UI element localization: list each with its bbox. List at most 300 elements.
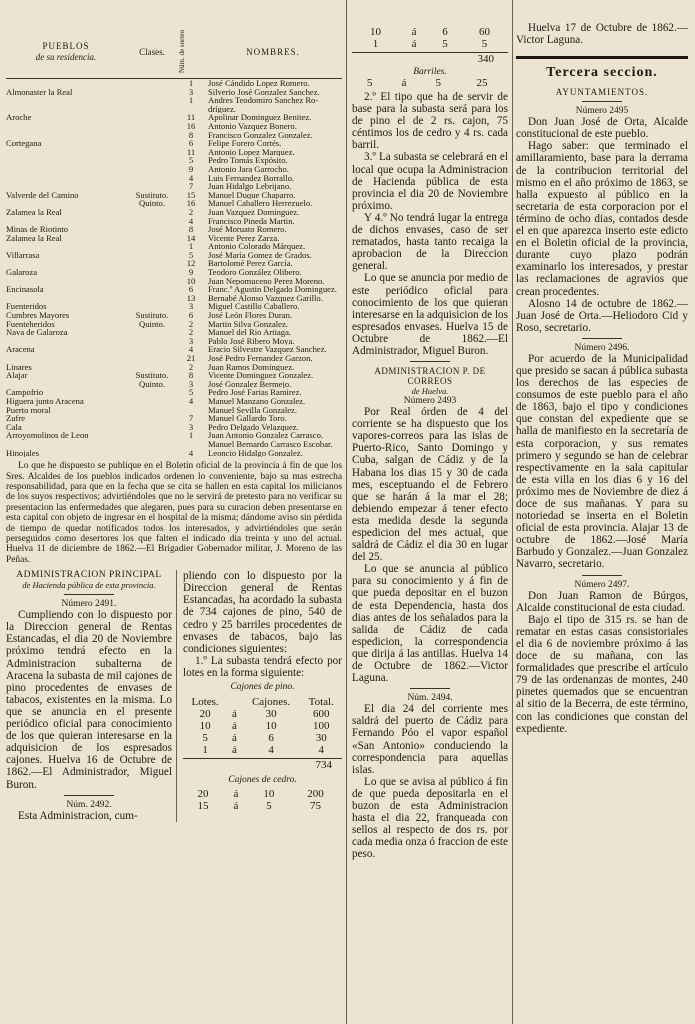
- lot-cell: 5: [442, 38, 448, 50]
- register-lot-number: 1: [188, 431, 194, 440]
- register-row: [6, 225, 342, 234]
- register-name: Vicente Dominguez Gonzalez.: [208, 371, 314, 380]
- register-town: [6, 105, 126, 114]
- register-lot-number: 4: [188, 396, 194, 406]
- register-class: [126, 251, 178, 260]
- register-lot-number: 8: [188, 225, 194, 234]
- register-class: [126, 225, 178, 234]
- register-row: [6, 174, 342, 183]
- register-row: [6, 388, 342, 397]
- register-name: Manuel Duque Chaparro.: [208, 190, 296, 200]
- register-name: José Moruato Romero.: [208, 225, 287, 234]
- register-class: Quinto.: [138, 379, 166, 389]
- notice-2493-closing: Lo que se anuncia al público para su conocimiento y á fin de que pueda depositar en el buzon de esta Dependencia, hasta dos dias antes de los señalados para la salida de Cádiz de cada espedicion, la correspondencia que dirija á las antillas. Huelva 14 de Octubre de 1862.—Victor Laguna.: [352, 563, 508, 685]
- register-town: [6, 277, 126, 286]
- register-name: Pedro Delgado Velazquez.: [208, 422, 299, 432]
- register-lot-number: 4: [188, 173, 194, 183]
- register-lot-number: 3: [188, 302, 194, 312]
- register-lot-number: 3: [188, 336, 194, 346]
- divider: [410, 688, 450, 689]
- pino-title: Cajones de pino.: [230, 682, 295, 693]
- register-class: [126, 363, 178, 372]
- register-name: Bartolomé Perez García.: [208, 259, 293, 269]
- register-name: José León Flores Duran.: [208, 311, 293, 320]
- register-town: Valverde del Camino: [6, 190, 79, 200]
- register-lot-number: 15: [186, 190, 196, 200]
- cedro-lots-table: [183, 788, 342, 812]
- register-row: [6, 139, 342, 148]
- register-row: [6, 320, 342, 329]
- register-name: Juan Ramos Dominguez.: [208, 362, 295, 372]
- register-row: [6, 199, 342, 208]
- notice-2496-text: Por acuerdo de la Municipalidad que presido se sacan á pública subasta los derechos de las especies de consumos de este pueblo para el año de 1863, bajo el tipo y condiciones que constan del expediente que se halla de manifiesto en la secretaría de esta corporacion, y sus remates primero y segundo se han de celebrar respectivamente en la sala capitular de esta villa en los dias 6 y 16 del próximo mes de Noviembre de diez á doce de sus mañanas. Y para su notoriedad se inserta en el Boletin oficial de esta provincia. Alajar 13 de octubre de 1862.—José María Barbudo y Gonzalez.—Juan Gonzalez Navarro, secretario.: [516, 352, 688, 571]
- register-table-header: [6, 26, 342, 79]
- lot-cell: 5: [266, 800, 272, 813]
- register-row: [6, 105, 342, 114]
- register-row: [6, 380, 342, 389]
- register-class: [126, 294, 178, 303]
- notice-number-2497: Número 2497.: [574, 579, 630, 590]
- lot-cell: 1: [372, 38, 379, 50]
- notice-2497-text: Bajo el tipo de 315 rs. se han de rematar en estas casas consistoriales el dia 6 de noviembre próximo á las doce de su mañana, con las formalidades que prescribe el artículo 79 de las ordenanzas de montes, 240 pinetes quemados que se encuentran al sitio de la Becerra, de este término, con las condiciones que constan del expediente.: [516, 613, 688, 735]
- register-town: [6, 165, 126, 174]
- register-name: Miguel Castillo Caballero.: [208, 302, 300, 312]
- divider: [582, 575, 622, 576]
- register-name: José María Gomez de Grados.: [208, 250, 312, 260]
- lot-cell: á: [231, 732, 237, 745]
- register-name: Teodoro González Olibero.: [208, 268, 302, 277]
- register-class: [126, 431, 178, 440]
- register-class: [126, 208, 178, 217]
- register-lot-number: 16: [186, 121, 196, 131]
- register-town: [6, 380, 126, 389]
- cajones-header: Cajones.: [251, 696, 291, 709]
- lot-cell: 20: [199, 708, 211, 721]
- notice-2492-closing: Lo que se anuncia por medio de este periódico oficial para conocimiento de los que quieran interesarse en la adquisicion de los espresados envases. Huelva 15 de Octubre de 1862.—El Administrador, Miguel Buron.: [352, 272, 508, 357]
- cedro-lots-continued: [352, 26, 508, 50]
- register-lot-number: 6: [188, 285, 194, 294]
- lot-row: [183, 800, 342, 812]
- register-lot-number: 1: [188, 96, 194, 105]
- divider: [410, 361, 450, 362]
- column-rule-1: [346, 0, 347, 1024]
- register-town: Aracena: [6, 345, 35, 354]
- lot-cell: 15: [197, 800, 209, 813]
- register-town: Aroche: [6, 113, 32, 122]
- column-middle: [352, 0, 508, 860]
- notice-2495-heading: Don Juan José de Orta, Alcalde constitucional de este pueblo.: [516, 116, 688, 141]
- register-class: [126, 449, 178, 458]
- signature-laguna: Huelva 17 de Octubre de 1862.—Victor Laguna.: [516, 22, 688, 47]
- register-name: Pedro José Farias Ramirez.: [208, 388, 302, 397]
- notice-number-2494: Núm. 2494.: [407, 693, 453, 704]
- lot-row: [183, 788, 342, 800]
- register-town: [6, 259, 126, 268]
- register-row: [6, 345, 342, 354]
- register-name: Vicente Perez Zarza.: [208, 233, 280, 243]
- register-town: Minas de Riotinto: [6, 225, 69, 234]
- column-left: [6, 0, 342, 822]
- register-lot-number: 1: [188, 79, 194, 88]
- register-class: [126, 113, 178, 122]
- register-name: Francisco Pineda Martin.: [208, 216, 295, 226]
- pino-lots-table: [183, 696, 342, 756]
- register-row: [6, 406, 342, 415]
- register-town: [6, 440, 126, 449]
- lot-cell: 10: [370, 26, 381, 38]
- lots-header: Lotes.: [191, 696, 219, 709]
- register-row: [6, 165, 342, 174]
- register-lot-number: 21: [186, 354, 196, 363]
- register-name: Manuel Manzano Gonzalez.: [208, 396, 306, 406]
- register-town: [6, 148, 126, 157]
- register-lot-number: 2: [188, 328, 194, 337]
- lot-cell: á: [231, 708, 237, 721]
- register-row: [6, 397, 342, 406]
- correos-title: ADMINISTRACION P. DE CORREOS: [374, 366, 486, 387]
- lot-cell: á: [233, 800, 239, 813]
- register-lot-number: 11: [186, 147, 196, 157]
- register-class: [126, 165, 178, 174]
- notice-number-2492: Núm. 2492.: [66, 799, 112, 810]
- register-class: [126, 414, 178, 423]
- register-name: José Gonzalez Bermejo.: [208, 379, 292, 389]
- register-town: [6, 182, 126, 191]
- register-town: Fuenteridos: [6, 302, 47, 312]
- register-town: [6, 96, 126, 105]
- register-lot-number: 6: [188, 311, 194, 320]
- correos-subtitle: de Huelva.: [411, 386, 449, 397]
- lot-row: [352, 38, 508, 50]
- register-town: Zalamea la Real: [6, 207, 62, 217]
- lot-cell: 5: [366, 77, 373, 89]
- lot-cell: 5: [435, 77, 441, 89]
- register-row: [6, 414, 342, 423]
- register-town: Cala: [6, 422, 22, 432]
- register-row: [6, 449, 342, 458]
- register-row: [6, 208, 342, 217]
- lot-row: [183, 708, 342, 720]
- register-row: [6, 440, 342, 449]
- register-row: [6, 148, 342, 157]
- lot-cell: 10: [265, 720, 277, 733]
- register-row: [6, 363, 342, 372]
- register-town: Cumbres Mayores: [6, 311, 70, 320]
- register-name: Juan Nepomuceno Perez Moreno.: [208, 276, 325, 286]
- register-lot-number: 16: [186, 199, 196, 208]
- register-class: [126, 345, 178, 354]
- register-name: Antonio Jara Garrocho.: [208, 164, 289, 174]
- total-header: Total.: [308, 696, 334, 709]
- ayuntamientos-heading: AYUNTAMIENTOS.: [555, 87, 649, 98]
- register-class: [126, 156, 178, 165]
- divider: [582, 338, 622, 339]
- register-row: [6, 285, 342, 294]
- register-class: Sustituto.: [135, 311, 169, 320]
- register-town: Villarrasa: [6, 250, 40, 260]
- register-class: [126, 96, 178, 105]
- notice-number-2491: Número 2491.: [61, 599, 117, 610]
- register-name: Antonio Lopez Marquez.: [208, 147, 295, 157]
- register-town: Fuenteheridos: [6, 319, 55, 329]
- register-town: [6, 294, 126, 303]
- notice-2494-text: El dia 24 del corriente mes saldrá del puerto de Cádiz para Fernando Póo el vapor español «San Antonio» conduciendo la correspondencia para aquellas islas.: [352, 703, 508, 776]
- register-town: Linares: [6, 362, 32, 372]
- register-lot-number: 11: [186, 113, 196, 122]
- register-town: Alajar: [6, 371, 28, 380]
- register-row: [6, 122, 342, 131]
- register-name: Juan Hidalgo Lebrijano.: [208, 182, 292, 191]
- lot-cell: 30: [265, 708, 277, 721]
- lot-cell: 75: [309, 800, 321, 813]
- register-town: [6, 156, 126, 165]
- register-class: [126, 285, 178, 294]
- register-town: Puerto moral: [6, 405, 51, 415]
- register-name: Felipe Forero Cortés.: [208, 139, 282, 148]
- register-lot-number: 2: [188, 319, 194, 329]
- register-lot-number: 9: [188, 268, 194, 277]
- register-class: [126, 217, 178, 226]
- register-town: [6, 199, 126, 208]
- lot-row: [183, 732, 342, 744]
- condition-3: 3.º La subasta se celebrará en el local que ocupa la Administracion de Hacienda pública de esta provincia el dia 20 de Noviembre próximo.: [352, 151, 508, 212]
- register-class: [126, 234, 178, 243]
- register-name: dríguez.: [208, 104, 236, 114]
- header-pueblos: PUEBLOS: [42, 41, 90, 51]
- register-lot-number: 14: [186, 233, 196, 243]
- register-class: [126, 328, 178, 337]
- condition-4: Y 4.º No tendrá lugar la entrega de dichos envases, caso de ser rematados, hasta tanto recaiga la aprobacion de la Direccion general.: [352, 211, 508, 273]
- register-name: Manuel Caballero Herrezuelo.: [208, 199, 313, 208]
- lot-row: [183, 744, 342, 756]
- register-lot-number: 3: [188, 422, 194, 432]
- register-lot-number: 3: [188, 87, 194, 97]
- lot-cell: 5: [202, 732, 208, 745]
- lot-cell: 10: [263, 788, 275, 801]
- notice-number-2495: Número 2495: [575, 106, 629, 117]
- register-lot-number: 9: [188, 164, 194, 174]
- register-class: [126, 397, 178, 406]
- register-class: Quinto.: [138, 199, 166, 208]
- register-lot-number: 10: [186, 276, 196, 286]
- register-town: Campofrio: [6, 388, 44, 397]
- register-name: Franc.º Agustin Delgado Dominguez.: [208, 285, 337, 294]
- register-class: [126, 139, 178, 148]
- lot-cell: 25: [476, 77, 488, 89]
- register-row: [6, 191, 342, 200]
- register-row: [6, 251, 342, 260]
- register-name: Eracio Silvestre Vazquez Sanchez.: [208, 345, 327, 354]
- register-class: [126, 88, 178, 97]
- section-divider: [516, 56, 688, 59]
- register-name: Manuel Bernardo Carrasco Escobar.: [208, 439, 333, 449]
- register-town: [6, 337, 126, 346]
- register-town: Higuera junto Aracena: [6, 396, 84, 406]
- register-row: [6, 242, 342, 251]
- register-class: [126, 406, 178, 415]
- register-lot-number: [178, 406, 204, 415]
- lot-cell: 30: [315, 732, 327, 745]
- register-name: Francisco Gonzalez Gonzalez.: [208, 130, 313, 140]
- register-name: Pedro Tomás Expósito.: [208, 156, 288, 165]
- register-row: [6, 354, 342, 363]
- lot-cell: á: [233, 788, 239, 801]
- register-class: [126, 131, 178, 140]
- register-row: [6, 337, 342, 346]
- lot-cell: á: [231, 720, 237, 733]
- notice-2495-text: Hago saber: que terminado el amillaramiento, base para la derrama de la contribucion territorial del mismo en el año próximo de 1863, se halla expuesto al público en la secretaria de esta corporacion por el término de ocho dias, contados desde el en que aparezca inserto este edicto en el Boletin oficial de la provincia, durante cuyo plazo podrán examinarlo los interesados, y prestar las reclamaciones de agravios que crean procedentes.: [516, 140, 688, 298]
- lot-cell: 600: [312, 708, 330, 721]
- register-name: Juan Vazquez Dominguez.: [208, 207, 300, 217]
- register-name: José Pedro Fernandez Garzon.: [208, 354, 313, 363]
- admin-subtitle: de Hacienda pública de esta provincia.: [22, 580, 156, 591]
- register-lot-number: 8: [188, 371, 194, 380]
- register-row: [6, 217, 342, 226]
- lot-cell: á: [231, 744, 237, 757]
- register-name: Andres Teodomiro Sanchez Ro-: [208, 96, 319, 105]
- register-name: Juan Antonio Gonzalez Carrasco.: [208, 431, 324, 440]
- register-row: [6, 113, 342, 122]
- register-class: [126, 242, 178, 251]
- notice-2493-text: Por Real órden de 4 del corriente se ha dispuesto que los vapores-correos para las islas de Puerto-Rico, Santo Domingo y Cuba, salgan de Cádiz y de la Habana los dias 15 y 30 de cada mes, esceptuando el de Febrero que se harán á la mar el 28; debiendo empezar á tener efecto esta medida desde la segunda espedicion del mes actual, que saldrá de Cádiz el dia 30 en lugar del 25.: [352, 406, 508, 564]
- register-class: [126, 423, 178, 432]
- register-name: Manuel del Rio Artiaga.: [208, 328, 292, 337]
- register-town: Zufre: [6, 414, 26, 423]
- register-name: Manuel Sevilla Gonzalez.: [208, 405, 298, 415]
- register-name: Manuel Gallardo Toro.: [208, 414, 287, 423]
- register-town: [6, 217, 126, 226]
- register-town: Zalamea la Real: [6, 233, 62, 243]
- register-town: Galaroza: [6, 268, 38, 277]
- conscript-register-table: [6, 79, 342, 457]
- lot-cell: 60: [478, 26, 490, 38]
- condition-2: 2.º El tipo que ha de servir de base para la subasta será para los de pino el de 2 rs. cajon, 75 céntimos los de cedro y 4 rs. cada barril.: [352, 91, 508, 152]
- register-lot-number: 5: [188, 156, 194, 165]
- register-class: [126, 259, 178, 268]
- notice-2497-heading: Don Juan Ramon de Búrgos, Alcalde constitucional de esta ciudad.: [516, 589, 688, 614]
- register-lot-number: 13: [186, 293, 196, 303]
- decree-paragraph: Lo que he dispuesto se publique en el Boletin oficial de la provincia á fin de que los Sres. Alcaldes de los pueblos indicados ordenen lo conveniente, bajo su mas estrecha responsabilidad, para que en la fecha que se cita se hallen en esta capital los milicianos de los suyos respectivos; advirtiéndoles que no le servirá de pretesto para no verificar su presentacion las enfermedades que alegaren, pues para su curacion deben presentarse en esta capital con objeto de ingresar en el hospital de la misma; dándome aviso sin pérdida de tiempo de quedar notificados todos los interesados, y advirtiéndoles que serán perseguidos como desertores los que falten el indicado dia treinta y uno del actual. Huelva 11 de diciembre de 1862.—El Brigadier Gobernador militar, J. Moreno de las Peñas.: [6, 461, 342, 565]
- register-row: [6, 328, 342, 337]
- register-town: [6, 242, 126, 251]
- register-town: Encinasola: [6, 285, 44, 294]
- register-row: [6, 311, 342, 320]
- register-lot-number: 7: [188, 414, 194, 423]
- lot-cell: 4: [318, 744, 324, 757]
- notice-2491-text: Cumpliendo con lo dispuesto por la Direccion general de Rentas Estancadas, el dia 20 de Noviembre próximo tendrá efecto en la Administracion subalterna de Aracena la subasta de mil cajones de pino procedentes de envases de tabacos, existentes en la misma. Lo que se anuncia en el presente periódico oficial para conocimiento de los que quieran interesarse en la adquisicion de los espresados cajones. Huelva 16 de Octubre de 1862.—El Administrador, Miguel Buron.: [6, 609, 172, 791]
- register-lot-number: 4: [188, 448, 194, 458]
- register-lot-number: 1: [188, 242, 194, 251]
- register-class: [126, 79, 178, 88]
- register-town: [6, 131, 126, 140]
- register-row: [6, 259, 342, 268]
- register-row: [6, 234, 342, 243]
- column-rule-2: [512, 0, 513, 1024]
- register-class: [126, 174, 178, 183]
- register-lot-number: 6: [188, 139, 194, 148]
- register-town: [6, 79, 126, 88]
- register-town: Nava de Galaroza: [6, 328, 68, 337]
- notice-2492-start: Esta Administracion, cum-: [18, 809, 138, 822]
- register-town: Almonaster la Real: [6, 87, 73, 97]
- register-row: [6, 302, 342, 311]
- lot-cell: 10: [199, 720, 211, 733]
- register-lot-number: 5: [188, 388, 194, 397]
- register-row: [6, 88, 342, 97]
- lot-cell: 100: [312, 720, 330, 733]
- register-class: [126, 105, 178, 114]
- section-title: Tercera seccion.: [546, 65, 658, 81]
- register-row: [6, 423, 342, 432]
- lot-cell: 6: [268, 732, 274, 745]
- register-name: Martin Silva Gonzalez.: [208, 319, 288, 329]
- cedro-total: 340: [352, 52, 508, 65]
- register-row: [6, 294, 342, 303]
- register-row: [6, 96, 342, 105]
- register-lot-number: 3: [188, 379, 194, 389]
- register-lot-number: 2: [188, 362, 194, 372]
- register-lot-number: [178, 440, 204, 449]
- header-num-sorteo: Núm. de sorteo: [178, 30, 186, 74]
- notice-2492-condition-1: 1.º La subasta tendrá efecto por lotes en la forma siguiente:: [183, 654, 342, 679]
- register-class: Quinto.: [138, 319, 166, 329]
- register-class: [126, 337, 178, 346]
- register-town: Cortegana: [6, 139, 42, 148]
- register-name: Antonio Vazquez Bonero.: [208, 121, 297, 131]
- register-class: [126, 388, 178, 397]
- register-row: [6, 277, 342, 286]
- notice-number-2496: Número 2496.: [574, 342, 630, 353]
- register-class: [126, 354, 178, 363]
- register-town: [6, 354, 126, 363]
- register-class: [126, 122, 178, 131]
- register-name: Leoncio Hidalgo Gonzalez.: [208, 448, 303, 458]
- register-class: [126, 302, 178, 311]
- register-class: [126, 148, 178, 157]
- divider: [64, 795, 114, 796]
- register-lot-number: 7: [188, 182, 194, 191]
- register-class: Sustituto.: [135, 190, 169, 200]
- register-row: [6, 156, 342, 165]
- lot-row: [352, 26, 508, 38]
- lot-cell: 5: [481, 38, 488, 50]
- register-row: [6, 431, 342, 440]
- lot-cell: 200: [307, 788, 324, 801]
- register-name: José Cándido Lopez Romero.: [208, 79, 310, 88]
- header-nombres: NOMBRES.: [246, 47, 300, 57]
- register-lot-number: [178, 105, 204, 114]
- register-lot-number: 2: [188, 207, 194, 217]
- lot-cell: á: [411, 26, 417, 38]
- notice-2494-closing: Lo que se avisa al público á fin de que pueda depositarla en el buzon de esta Administracion hasta el dia 22, franqueada con sellos al respecto de dos rs. por cada media onza ó fraccion de este peso.: [352, 775, 508, 861]
- lot-cell: 6: [442, 26, 448, 38]
- register-name: Pablo José Ribero Moya.: [208, 336, 295, 346]
- register-town: Hinojales: [6, 448, 39, 458]
- register-class: [126, 268, 178, 277]
- admin-title: ADMINISTRACION PRINCIPAL: [16, 570, 162, 581]
- register-class: Sustituto.: [135, 371, 169, 380]
- register-class: [126, 440, 178, 449]
- divider: [64, 594, 114, 595]
- lot-cell: 4: [268, 744, 274, 757]
- lot-cell: 1: [202, 744, 208, 757]
- notice-number-2493: Número 2493: [403, 396, 457, 407]
- register-row: [6, 79, 342, 88]
- register-row: [6, 182, 342, 191]
- lot-row: [183, 720, 342, 732]
- notice-2492-text: pliendo con lo dispuesto por la Direccion general de Rentas Estancadas, ha acordado la subasta de 734 cajones de pino, 540 de cedro y 25 barriles procedentes de envases de tabacos, bajo las condiciones siguientes:: [183, 570, 342, 655]
- register-lot-number: 4: [188, 216, 194, 226]
